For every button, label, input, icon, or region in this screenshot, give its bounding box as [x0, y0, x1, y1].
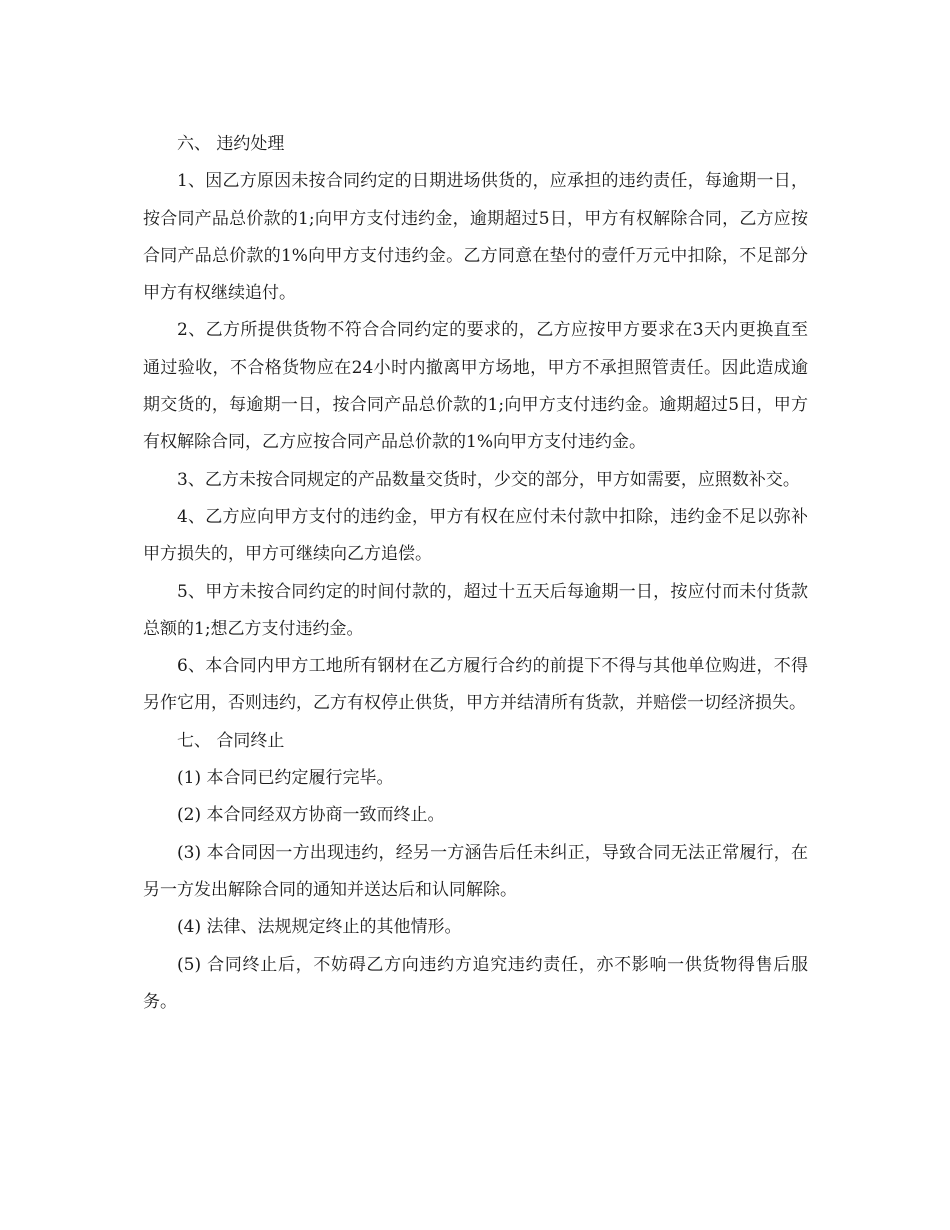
section-heading-termination: 七、 合同终止: [177, 730, 285, 751]
clause-paragraph: (5) 合同终止后，不妨碍乙方向违约方追究违约责任，亦不影响一供货物得售后服务。: [143, 954, 808, 1012]
clause-paragraph: 1、因乙方原因未按合同约定的日期进场供货的，应承担的违约责任，每逾期一日，按合同产品总价款的1;向甲方支付违约金，逾期超过5日，甲方有权解除合同，乙方应按合同产品总价款的1%向甲方支付违约金。乙方同意在垫付的壹仟万元中扣除，不足部分甲方有权继续追付。: [143, 171, 808, 304]
clause-paragraph: (2) 本合同经双方协商一致而终止。: [177, 805, 445, 826]
clause-paragraph: (1) 本合同已约定履行完毕。: [177, 768, 394, 789]
clause-paragraph: 5、甲方未按合同约定的时间付款的，超过十五天后每逾期一日，按应付而未付货款总额的1;想乙方支付违约金。: [143, 581, 808, 639]
clause-paragraph: 3、乙方未按合同规定的产品数量交货时，少交的部分，甲方如需要，应照数补交。: [177, 469, 800, 490]
clause-paragraph: (4) 法律、法规规定终止的其他情形。: [177, 917, 462, 938]
clause-paragraph: 4、乙方应向甲方支付的违约金，甲方有权在应付未付款中扣除，违约金不足以弥补甲方损失的，甲方可继续向乙方追偿。: [143, 506, 808, 565]
clause-paragraph: (3) 本合同因一方出现违约，经另一方涵告后任未纠正，导致合同无法正常履行，在另一方发出解除合同的通知并送达后和认同解除。: [143, 842, 808, 900]
document-body: [143, 126, 808, 1021]
section-heading-breach: 六、 违约处理: [177, 134, 285, 154]
clause-paragraph: 2、乙方所提供货物不符合合同约定的要求的，乙方应按甲方要求在3天内更换直至通过验收，不合格货物应在24小时内撤离甲方场地，甲方不承担照管责任。因此造成逾期交货的，每逾期一日，按合同产品总价款的1;向甲方支付违约金。逾期超过5日，甲方有权解除合同，乙方应按合同产品总价款的1%向甲方支付违约金。: [143, 320, 808, 453]
clause-paragraph: 6、本合同内甲方工地所有钢材在乙方履行合约的前提下不得与其他单位购进，不得另作它用，否则违约，乙方有权停止供货，甲方并结清所有货款，并赔偿一切经济损失。: [143, 656, 808, 714]
